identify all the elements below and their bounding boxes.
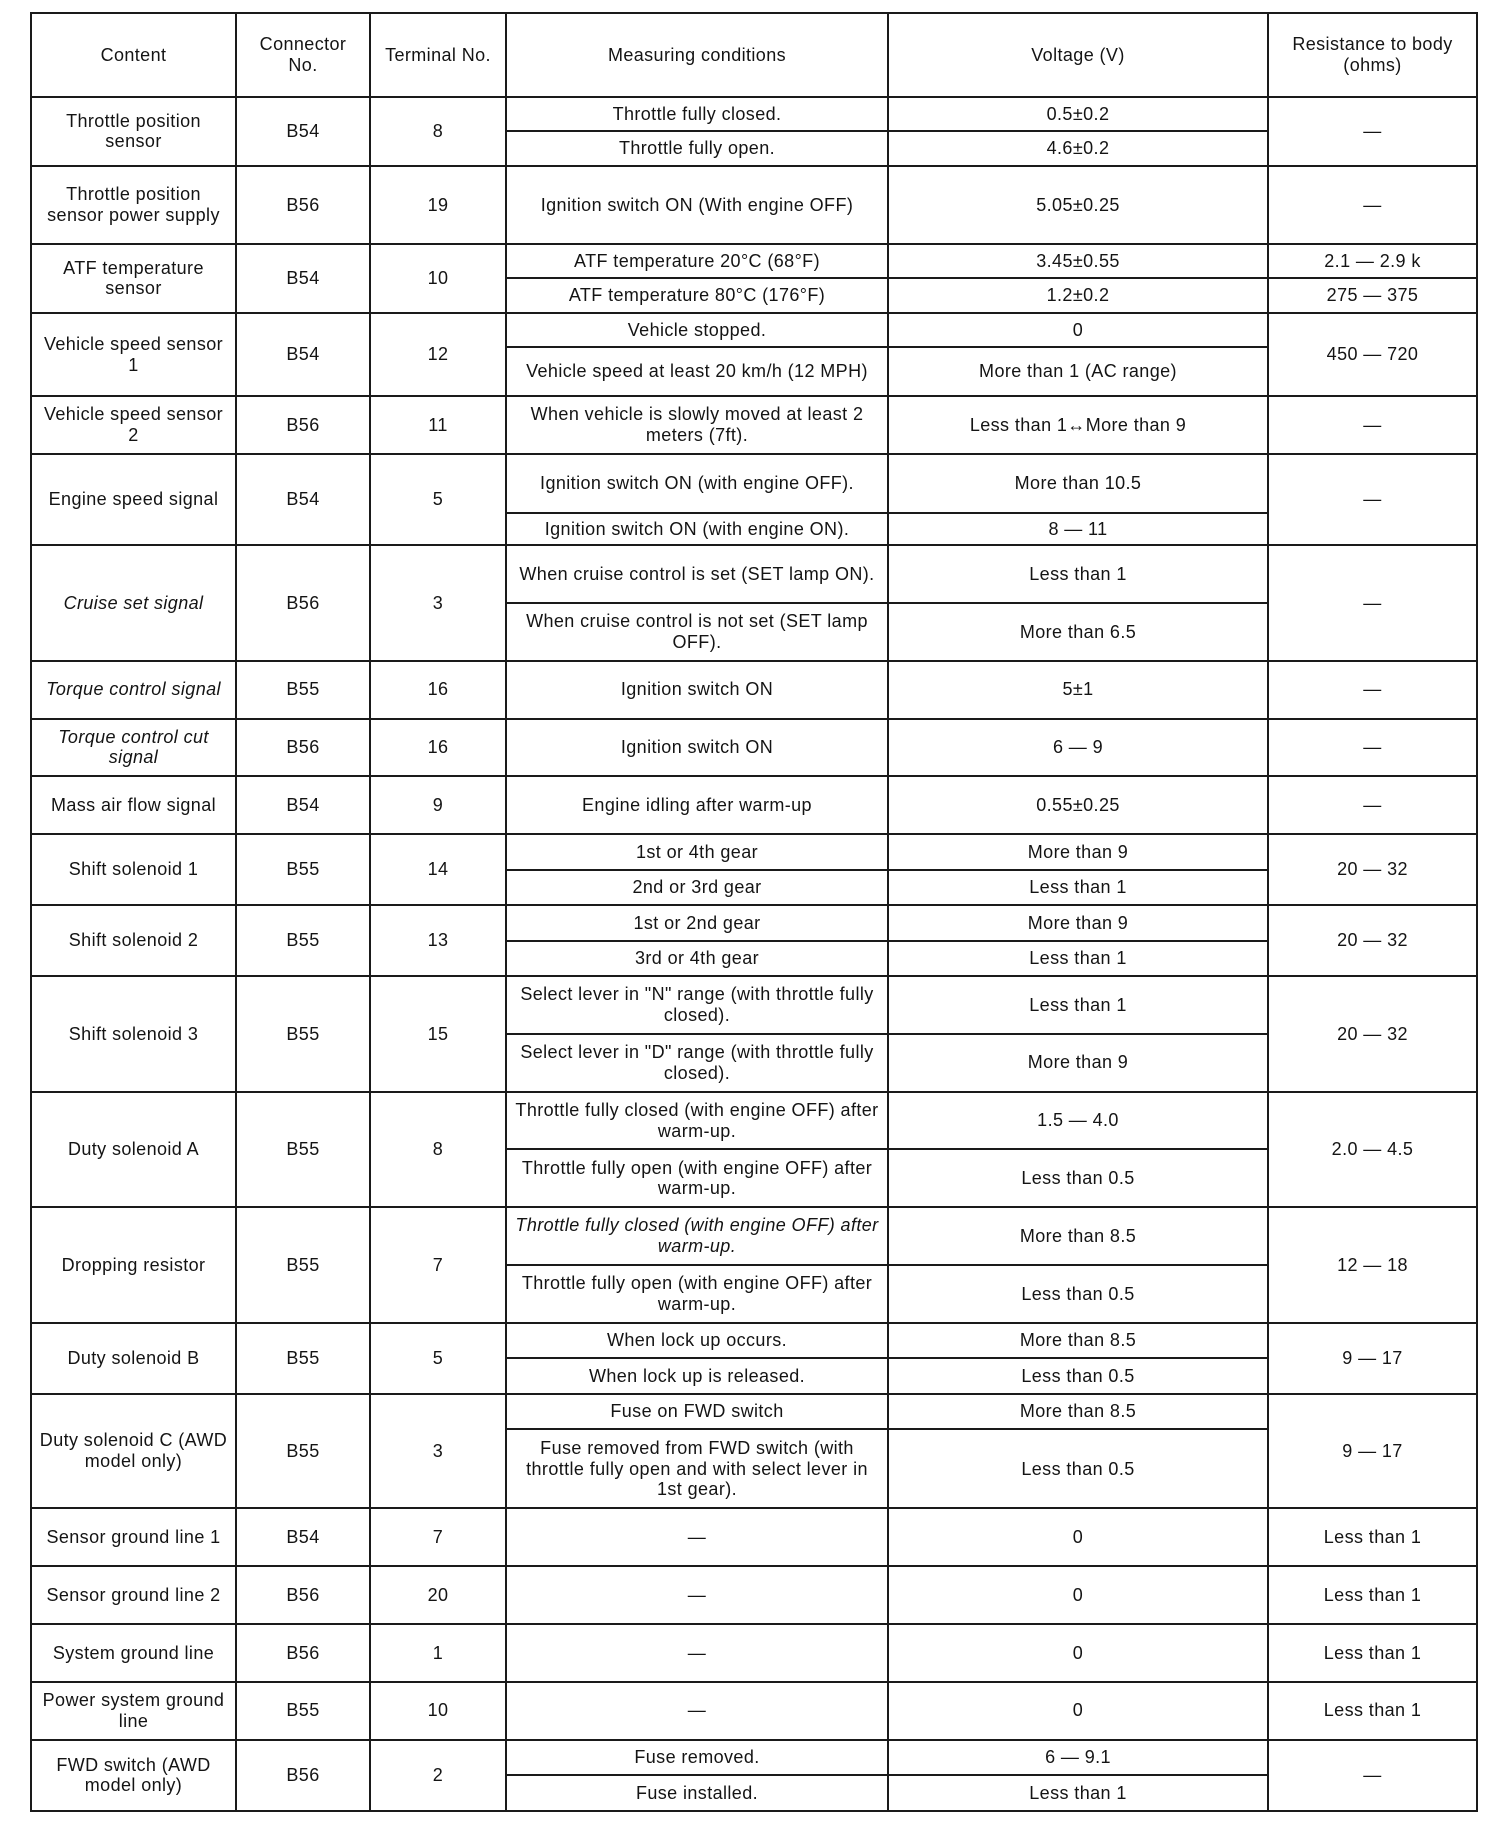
content-cell: Shift solenoid 3 (31, 976, 236, 1092)
conditions-cell: Fuse installed. (506, 1775, 888, 1811)
terminal-cell: 3 (370, 545, 506, 661)
voltage-cell: Less than 1 (888, 1775, 1268, 1811)
terminal-cell: 7 (370, 1207, 506, 1323)
terminal-cell: 16 (370, 661, 506, 719)
table-row (31, 1092, 1477, 1150)
voltage-cell: Less than 1 (888, 545, 1268, 603)
conditions-cell: Select lever in "N" range (with throttle fully closed). (506, 976, 888, 1034)
content-cell: Shift solenoid 1 (31, 834, 236, 905)
connector-cell: B55 (236, 905, 370, 976)
conditions-cell: — (506, 1624, 888, 1682)
voltage-cell: 6 — 9.1 (888, 1740, 1268, 1775)
voltage-cell: Less than 1 (888, 976, 1268, 1034)
voltage-cell: 6 — 9 (888, 719, 1268, 777)
conditions-cell: 2nd or 3rd gear (506, 870, 888, 905)
resistance-cell: — (1268, 1740, 1477, 1811)
table-row (31, 905, 1477, 940)
conditions-cell: Throttle fully closed. (506, 97, 888, 131)
connector-cell: B55 (236, 834, 370, 905)
table-row (31, 1207, 1477, 1265)
conditions-cell: Throttle fully closed (with engine OFF) after warm-up. (506, 1092, 888, 1150)
connector-cell: B55 (236, 1207, 370, 1323)
voltage-cell: Less than 1 (888, 941, 1268, 976)
conditions-cell: 1st or 2nd gear (506, 905, 888, 940)
content-cell: Throttle position sensor (31, 97, 236, 166)
voltage-cell: Less than 1↔More than 9 (888, 396, 1268, 454)
voltage-cell: 1.5 — 4.0 (888, 1092, 1268, 1150)
connector-cell: B54 (236, 313, 370, 396)
table-row (31, 776, 1477, 834)
terminal-cell: 10 (370, 244, 506, 313)
voltage-cell: More than 8.5 (888, 1323, 1268, 1358)
content-cell: Vehicle speed sensor 1 (31, 313, 236, 396)
terminal-cell: 9 (370, 776, 506, 834)
content-cell: Sensor ground line 1 (31, 1508, 236, 1566)
conditions-cell: When vehicle is slowly moved at least 2 meters (7ft). (506, 396, 888, 454)
voltage-cell: 3.45±0.55 (888, 244, 1268, 278)
resistance-cell: 20 — 32 (1268, 905, 1477, 976)
conditions-cell: When cruise control is not set (SET lamp OFF). (506, 603, 888, 661)
voltage-cell: More than 8.5 (888, 1394, 1268, 1429)
table-row (31, 661, 1477, 719)
terminal-cell: 14 (370, 834, 506, 905)
connector-cell: B54 (236, 97, 370, 166)
content-cell: Duty solenoid C (AWD model only) (31, 1394, 236, 1509)
connector-cell: B54 (236, 1508, 370, 1566)
resistance-cell: 2.0 — 4.5 (1268, 1092, 1477, 1208)
terminal-cell: 19 (370, 166, 506, 244)
connector-cell: B55 (236, 1682, 370, 1740)
conditions-cell: Ignition switch ON (506, 719, 888, 777)
content-cell: Torque control signal (31, 661, 236, 719)
voltage-cell: 0 (888, 313, 1268, 347)
connector-cell: B54 (236, 454, 370, 545)
conditions-cell: ATF temperature 20°C (68°F) (506, 244, 888, 278)
table-row (31, 976, 1477, 1034)
voltage-cell: 4.6±0.2 (888, 131, 1268, 165)
voltage-cell: More than 6.5 (888, 603, 1268, 661)
table-row (31, 1624, 1477, 1682)
conditions-cell: When cruise control is set (SET lamp ON). (506, 545, 888, 603)
table-row (31, 1323, 1477, 1358)
content-cell: Vehicle speed sensor 2 (31, 396, 236, 454)
resistance-cell: 12 — 18 (1268, 1207, 1477, 1323)
connector-cell: B55 (236, 976, 370, 1092)
voltage-cell: More than 8.5 (888, 1207, 1268, 1265)
conditions-cell: Fuse on FWD switch (506, 1394, 888, 1429)
resistance-cell: 9 — 17 (1268, 1394, 1477, 1509)
conditions-cell: Throttle fully open (with engine OFF) after warm-up. (506, 1149, 888, 1207)
conditions-cell: 1st or 4th gear (506, 834, 888, 869)
resistance-cell: Less than 1 (1268, 1624, 1477, 1682)
content-cell: Throttle position sensor power supply (31, 166, 236, 244)
resistance-cell: 20 — 32 (1268, 834, 1477, 905)
header-content: Content (31, 13, 236, 97)
content-cell: Power system ground line (31, 1682, 236, 1740)
conditions-cell: — (506, 1682, 888, 1740)
voltage-cell: Less than 0.5 (888, 1429, 1268, 1508)
resistance-cell: 275 — 375 (1268, 278, 1477, 312)
table-row (31, 244, 1477, 278)
conditions-cell: Ignition switch ON (with engine ON). (506, 513, 888, 545)
voltage-cell: More than 1 (AC range) (888, 347, 1268, 396)
voltage-cell: 1.2±0.2 (888, 278, 1268, 312)
content-cell: Shift solenoid 2 (31, 905, 236, 976)
resistance-cell: 450 — 720 (1268, 313, 1477, 396)
voltage-cell: Less than 1 (888, 870, 1268, 905)
table-row (31, 719, 1477, 777)
table-row (31, 1682, 1477, 1740)
terminal-cell: 2 (370, 1740, 506, 1811)
content-cell: Dropping resistor (31, 1207, 236, 1323)
connector-cell: B55 (236, 1092, 370, 1208)
voltage-cell: 0 (888, 1682, 1268, 1740)
content-cell: Sensor ground line 2 (31, 1566, 236, 1624)
terminal-cell: 1 (370, 1624, 506, 1682)
table-row (31, 1508, 1477, 1566)
content-cell: Engine speed signal (31, 454, 236, 545)
terminal-cell: 11 (370, 396, 506, 454)
content-cell: Mass air flow signal (31, 776, 236, 834)
conditions-cell: Select lever in "D" range (with throttle fully closed). (506, 1034, 888, 1092)
conditions-cell: — (506, 1566, 888, 1624)
resistance-cell: — (1268, 545, 1477, 661)
resistance-cell: 2.1 — 2.9 k (1268, 244, 1477, 278)
header-terminal: Terminal No. (370, 13, 506, 97)
table-row (31, 545, 1477, 603)
connector-cell: B55 (236, 1394, 370, 1509)
terminal-cell: 8 (370, 97, 506, 166)
table-row (31, 166, 1477, 244)
content-cell: ATF temperature sensor (31, 244, 236, 313)
content-cell: Duty solenoid A (31, 1092, 236, 1208)
ecu-terminal-spec-table (30, 12, 1478, 1812)
terminal-cell: 3 (370, 1394, 506, 1509)
voltage-cell: More than 10.5 (888, 454, 1268, 513)
voltage-cell: Less than 0.5 (888, 1265, 1268, 1323)
voltage-cell: More than 9 (888, 905, 1268, 940)
table-row (31, 1566, 1477, 1624)
connector-cell: B56 (236, 1624, 370, 1682)
conditions-cell: Fuse removed from FWD switch (with throttle fully open and with select lever in 1st gear). (506, 1429, 888, 1508)
voltage-cell: 8 — 11 (888, 513, 1268, 545)
resistance-cell: — (1268, 97, 1477, 166)
resistance-cell: — (1268, 396, 1477, 454)
header-row (31, 13, 1477, 97)
header-conditions: Measuring conditions (506, 13, 888, 97)
connector-cell: B56 (236, 719, 370, 777)
conditions-cell: — (506, 1508, 888, 1566)
resistance-cell: — (1268, 719, 1477, 777)
content-cell: Torque control cut signal (31, 719, 236, 777)
conditions-cell: When lock up is released. (506, 1358, 888, 1393)
conditions-cell: Vehicle stopped. (506, 313, 888, 347)
terminal-cell: 10 (370, 1682, 506, 1740)
conditions-cell: Throttle fully open. (506, 131, 888, 165)
table-row (31, 834, 1477, 869)
voltage-cell: 5±1 (888, 661, 1268, 719)
connector-cell: B56 (236, 545, 370, 661)
conditions-cell: Throttle fully open (with engine OFF) after warm-up. (506, 1265, 888, 1323)
conditions-cell: Ignition switch ON (with engine OFF). (506, 454, 888, 513)
resistance-cell: Less than 1 (1268, 1566, 1477, 1624)
voltage-cell: 0.5±0.2 (888, 97, 1268, 131)
connector-cell: B56 (236, 396, 370, 454)
connector-cell: B56 (236, 166, 370, 244)
conditions-cell: Engine idling after warm-up (506, 776, 888, 834)
voltage-cell: 0.55±0.25 (888, 776, 1268, 834)
conditions-cell: Fuse removed. (506, 1740, 888, 1775)
table-row (31, 1394, 1477, 1429)
connector-cell: B56 (236, 1740, 370, 1811)
connector-cell: B55 (236, 661, 370, 719)
conditions-cell: Ignition switch ON (506, 661, 888, 719)
terminal-cell: 13 (370, 905, 506, 976)
header-connector: Connector No. (236, 13, 370, 97)
resistance-cell: Less than 1 (1268, 1682, 1477, 1740)
connector-cell: B54 (236, 244, 370, 313)
connector-cell: B54 (236, 776, 370, 834)
voltage-cell: More than 9 (888, 1034, 1268, 1092)
header-voltage: Voltage (V) (888, 13, 1268, 97)
content-cell: FWD switch (AWD model only) (31, 1740, 236, 1811)
connector-cell: B55 (236, 1323, 370, 1394)
content-cell: Duty solenoid B (31, 1323, 236, 1394)
terminal-cell: 12 (370, 313, 506, 396)
terminal-cell: 8 (370, 1092, 506, 1208)
resistance-cell: — (1268, 166, 1477, 244)
voltage-cell: 0 (888, 1566, 1268, 1624)
table-row (31, 1740, 1477, 1775)
terminal-cell: 7 (370, 1508, 506, 1566)
content-cell: Cruise set signal (31, 545, 236, 661)
voltage-cell: Less than 0.5 (888, 1149, 1268, 1207)
connector-cell: B56 (236, 1566, 370, 1624)
resistance-cell: Less than 1 (1268, 1508, 1477, 1566)
table-row (31, 396, 1477, 454)
voltage-cell: 0 (888, 1508, 1268, 1566)
content-cell: System ground line (31, 1624, 236, 1682)
voltage-cell: Less than 0.5 (888, 1358, 1268, 1393)
conditions-cell: ATF temperature 80°C (176°F) (506, 278, 888, 312)
table-row (31, 454, 1477, 513)
table-row (31, 97, 1477, 131)
conditions-cell: Vehicle speed at least 20 km/h (12 MPH) (506, 347, 888, 396)
resistance-cell: — (1268, 661, 1477, 719)
resistance-cell: 9 — 17 (1268, 1323, 1477, 1394)
terminal-cell: 5 (370, 454, 506, 545)
conditions-cell: 3rd or 4th gear (506, 941, 888, 976)
terminal-cell: 15 (370, 976, 506, 1092)
resistance-cell: — (1268, 454, 1477, 545)
conditions-cell: Ignition switch ON (With engine OFF) (506, 166, 888, 244)
table-row (31, 313, 1477, 347)
resistance-cell: 20 — 32 (1268, 976, 1477, 1092)
conditions-cell: Throttle fully closed (with engine OFF) after warm-up. (506, 1207, 888, 1265)
terminal-cell: 20 (370, 1566, 506, 1624)
conditions-cell: When lock up occurs. (506, 1323, 888, 1358)
voltage-cell: 0 (888, 1624, 1268, 1682)
terminal-cell: 16 (370, 719, 506, 777)
voltage-cell: More than 9 (888, 834, 1268, 869)
header-resistance: Resistance to body (ohms) (1268, 13, 1477, 97)
resistance-cell: — (1268, 776, 1477, 834)
terminal-cell: 5 (370, 1323, 506, 1394)
voltage-cell: 5.05±0.25 (888, 166, 1268, 244)
